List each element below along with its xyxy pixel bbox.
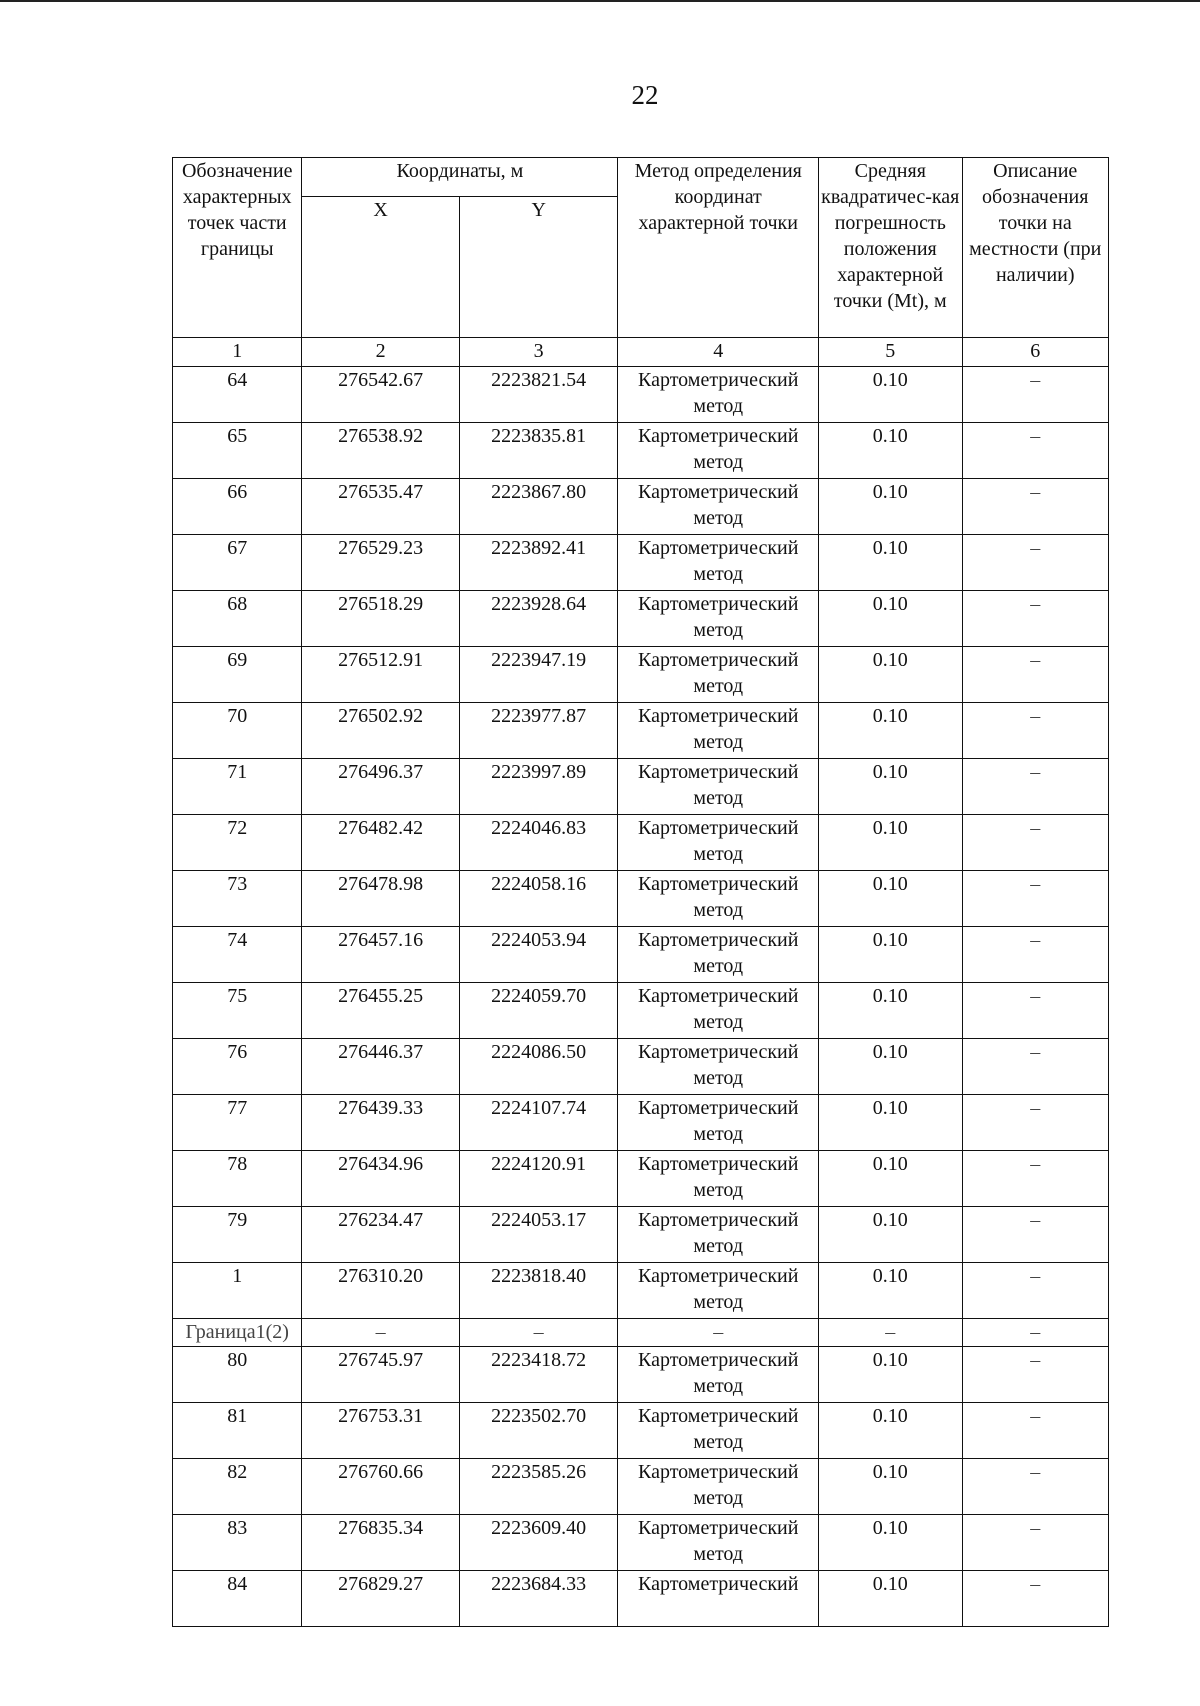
- header-x: X: [302, 197, 460, 338]
- table-row: [173, 703, 1109, 759]
- point-id-cell: 78: [173, 1151, 302, 1207]
- method-cell: Картометрический метод: [618, 927, 819, 983]
- y-coordinate-cell: 2223585.26: [459, 1459, 618, 1515]
- y-coordinate-cell: 2224120.91: [459, 1151, 618, 1207]
- method-cell: Картометрический метод: [618, 703, 819, 759]
- column-number: 4: [618, 338, 819, 367]
- y-coordinate-cell: 2223977.87: [459, 703, 618, 759]
- y-coordinate-cell: 2223609.40: [459, 1515, 618, 1571]
- table-row: [173, 927, 1109, 983]
- point-id-cell: 75: [173, 983, 302, 1039]
- method-cell: Картометрический метод: [618, 535, 819, 591]
- description-cell: –: [962, 1039, 1109, 1095]
- method-cell: Картометрический метод: [618, 591, 819, 647]
- point-id-cell: 1: [173, 1263, 302, 1319]
- description-cell: –: [962, 423, 1109, 479]
- point-id-cell: 80: [173, 1347, 302, 1403]
- point-id-cell: Граница1(2): [173, 1319, 302, 1347]
- point-id-cell: 76: [173, 1039, 302, 1095]
- method-cell: Картометрический метод: [618, 1515, 819, 1571]
- description-cell: –: [962, 1459, 1109, 1515]
- method-cell: Картометрический метод: [618, 1039, 819, 1095]
- x-coordinate-cell: 276234.47: [302, 1207, 460, 1263]
- table-row: [173, 1263, 1109, 1319]
- point-id-cell: 84: [173, 1571, 302, 1627]
- error-cell: 0.10: [819, 1207, 962, 1263]
- x-coordinate-cell: 276478.98: [302, 871, 460, 927]
- point-id-cell: 82: [173, 1459, 302, 1515]
- header-y: Y: [459, 197, 618, 338]
- point-id-cell: 71: [173, 759, 302, 815]
- column-number-row: [173, 338, 1109, 367]
- point-id-cell: 74: [173, 927, 302, 983]
- description-cell: –: [962, 1095, 1109, 1151]
- y-coordinate-cell: 2223867.80: [459, 479, 618, 535]
- description-cell: –: [962, 1263, 1109, 1319]
- error-cell: 0.10: [819, 591, 962, 647]
- point-id-cell: 64: [173, 367, 302, 423]
- x-coordinate-cell: 276496.37: [302, 759, 460, 815]
- column-number: 3: [459, 338, 618, 367]
- column-number: 1: [173, 338, 302, 367]
- error-cell: 0.10: [819, 1151, 962, 1207]
- description-cell: –: [962, 1571, 1109, 1627]
- y-coordinate-cell: 2223418.72: [459, 1347, 618, 1403]
- description-cell: –: [962, 1403, 1109, 1459]
- error-cell: 0.10: [819, 815, 962, 871]
- error-cell: 0.10: [819, 1403, 962, 1459]
- description-cell: –: [962, 1207, 1109, 1263]
- error-cell: 0.10: [819, 703, 962, 759]
- error-cell: 0.10: [819, 927, 962, 983]
- x-coordinate-cell: 276538.92: [302, 423, 460, 479]
- point-id-cell: 79: [173, 1207, 302, 1263]
- y-coordinate-cell: 2223997.89: [459, 759, 618, 815]
- error-cell: 0.10: [819, 1039, 962, 1095]
- table-row: [173, 1095, 1109, 1151]
- point-id-cell: 66: [173, 479, 302, 535]
- description-cell: –: [962, 1319, 1109, 1347]
- x-coordinate-cell: –: [302, 1319, 460, 1347]
- y-coordinate-cell: 2223684.33: [459, 1571, 618, 1627]
- method-cell: Картометрический метод: [618, 1263, 819, 1319]
- top-border-line: [0, 0, 1200, 2]
- column-number: 2: [302, 338, 460, 367]
- y-coordinate-cell: 2223928.64: [459, 591, 618, 647]
- error-cell: 0.10: [819, 871, 962, 927]
- y-coordinate-cell: 2224107.74: [459, 1095, 618, 1151]
- method-cell: Картометрический метод: [618, 479, 819, 535]
- x-coordinate-cell: 276457.16: [302, 927, 460, 983]
- table-row: [173, 1459, 1109, 1515]
- y-coordinate-cell: 2224053.94: [459, 927, 618, 983]
- method-cell: Картометрический метод: [618, 983, 819, 1039]
- method-cell: Картометрический метод: [618, 815, 819, 871]
- table-row: [173, 1571, 1109, 1627]
- error-cell: 0.10: [819, 1459, 962, 1515]
- error-cell: 0.10: [819, 1347, 962, 1403]
- table-row: [173, 1039, 1109, 1095]
- error-cell: 0.10: [819, 479, 962, 535]
- error-cell: –: [819, 1319, 962, 1347]
- error-cell: 0.10: [819, 535, 962, 591]
- table-row: [173, 535, 1109, 591]
- column-number: 6: [962, 338, 1109, 367]
- table-row: [173, 367, 1109, 423]
- method-cell: Картометрический метод: [618, 1459, 819, 1515]
- table-row: [173, 983, 1109, 1039]
- header-designation: Обозначение характерных точек части границы: [173, 158, 302, 338]
- method-cell: Картометрический: [618, 1571, 819, 1627]
- x-coordinate-cell: 276535.47: [302, 479, 460, 535]
- page-number: 22: [631, 80, 659, 110]
- y-coordinate-cell: 2224086.50: [459, 1039, 618, 1095]
- description-cell: –: [962, 1151, 1109, 1207]
- point-id-cell: 83: [173, 1515, 302, 1571]
- y-coordinate-cell: 2224053.17: [459, 1207, 618, 1263]
- table-row: [173, 1207, 1109, 1263]
- method-cell: Картометрический метод: [618, 871, 819, 927]
- y-coordinate-cell: 2224058.16: [459, 871, 618, 927]
- point-id-cell: 69: [173, 647, 302, 703]
- y-coordinate-cell: 2223892.41: [459, 535, 618, 591]
- error-cell: 0.10: [819, 1095, 962, 1151]
- table-row: [173, 591, 1109, 647]
- header-error: Средняя квадратичес-кая погрешность положения характерной точки (Mt), м: [819, 158, 962, 338]
- description-cell: –: [962, 703, 1109, 759]
- error-cell: 0.10: [819, 1571, 962, 1627]
- method-cell: Картометрический метод: [618, 1151, 819, 1207]
- table-row: [173, 871, 1109, 927]
- x-coordinate-cell: 276542.67: [302, 367, 460, 423]
- method-cell: Картометрический метод: [618, 1095, 819, 1151]
- header-description: Описание обозначения точки на местности (при наличии): [962, 158, 1109, 338]
- description-cell: –: [962, 1515, 1109, 1571]
- x-coordinate-cell: 276835.34: [302, 1515, 460, 1571]
- table-row: [173, 647, 1109, 703]
- header-method: Метод определения координат характерной точки: [618, 158, 819, 338]
- point-id-cell: 70: [173, 703, 302, 759]
- method-cell: Картометрический метод: [618, 1403, 819, 1459]
- description-cell: –: [962, 815, 1109, 871]
- table-row: [173, 423, 1109, 479]
- y-coordinate-cell: 2224046.83: [459, 815, 618, 871]
- method-cell: Картометрический метод: [618, 1207, 819, 1263]
- method-cell: –: [618, 1319, 819, 1347]
- x-coordinate-cell: 276529.23: [302, 535, 460, 591]
- x-coordinate-cell: 276745.97: [302, 1347, 460, 1403]
- y-coordinate-cell: 2223502.70: [459, 1403, 618, 1459]
- error-cell: 0.10: [819, 983, 962, 1039]
- x-coordinate-cell: 276760.66: [302, 1459, 460, 1515]
- boundary-separator-row: [173, 1319, 1109, 1347]
- description-cell: –: [962, 367, 1109, 423]
- table-row: [173, 1347, 1109, 1403]
- x-coordinate-cell: 276518.29: [302, 591, 460, 647]
- table-row: [173, 479, 1109, 535]
- method-cell: Картометрический метод: [618, 1347, 819, 1403]
- x-coordinate-cell: 276434.96: [302, 1151, 460, 1207]
- x-coordinate-cell: 276482.42: [302, 815, 460, 871]
- error-cell: 0.10: [819, 759, 962, 815]
- y-coordinate-cell: 2223947.19: [459, 647, 618, 703]
- column-number: 5: [819, 338, 962, 367]
- table-row: [173, 759, 1109, 815]
- x-coordinate-cell: 276512.91: [302, 647, 460, 703]
- error-cell: 0.10: [819, 1515, 962, 1571]
- x-coordinate-cell: 276829.27: [302, 1571, 460, 1627]
- method-cell: Картометрический метод: [618, 423, 819, 479]
- error-cell: 0.10: [819, 1263, 962, 1319]
- y-coordinate-cell: –: [459, 1319, 618, 1347]
- x-coordinate-cell: 276502.92: [302, 703, 460, 759]
- error-cell: 0.10: [819, 423, 962, 479]
- method-cell: Картометрический метод: [618, 759, 819, 815]
- description-cell: –: [962, 871, 1109, 927]
- error-cell: 0.10: [819, 647, 962, 703]
- header-coordinates: Координаты, м: [302, 158, 618, 197]
- point-id-cell: 68: [173, 591, 302, 647]
- x-coordinate-cell: 276446.37: [302, 1039, 460, 1095]
- x-coordinate-cell: 276439.33: [302, 1095, 460, 1151]
- description-cell: –: [962, 535, 1109, 591]
- table-row: [173, 1403, 1109, 1459]
- method-cell: Картометрический метод: [618, 647, 819, 703]
- x-coordinate-cell: 276753.31: [302, 1403, 460, 1459]
- description-cell: –: [962, 1347, 1109, 1403]
- table-row: [173, 1515, 1109, 1571]
- y-coordinate-cell: 2224059.70: [459, 983, 618, 1039]
- description-cell: –: [962, 759, 1109, 815]
- table-body: [173, 367, 1109, 1627]
- y-coordinate-cell: 2223818.40: [459, 1263, 618, 1319]
- point-id-cell: 65: [173, 423, 302, 479]
- table-row: [173, 1151, 1109, 1207]
- coordinates-table: [172, 157, 1109, 1627]
- description-cell: –: [962, 479, 1109, 535]
- description-cell: –: [962, 591, 1109, 647]
- description-cell: –: [962, 927, 1109, 983]
- y-coordinate-cell: 2223821.54: [459, 367, 618, 423]
- x-coordinate-cell: 276310.20: [302, 1263, 460, 1319]
- method-cell: Картометрический метод: [618, 367, 819, 423]
- description-cell: –: [962, 647, 1109, 703]
- point-id-cell: 81: [173, 1403, 302, 1459]
- point-id-cell: 73: [173, 871, 302, 927]
- point-id-cell: 67: [173, 535, 302, 591]
- table-row: [173, 815, 1109, 871]
- x-coordinate-cell: 276455.25: [302, 983, 460, 1039]
- error-cell: 0.10: [819, 367, 962, 423]
- description-cell: –: [962, 983, 1109, 1039]
- header-row-1: [173, 158, 1109, 197]
- point-id-cell: 72: [173, 815, 302, 871]
- point-id-cell: 77: [173, 1095, 302, 1151]
- y-coordinate-cell: 2223835.81: [459, 423, 618, 479]
